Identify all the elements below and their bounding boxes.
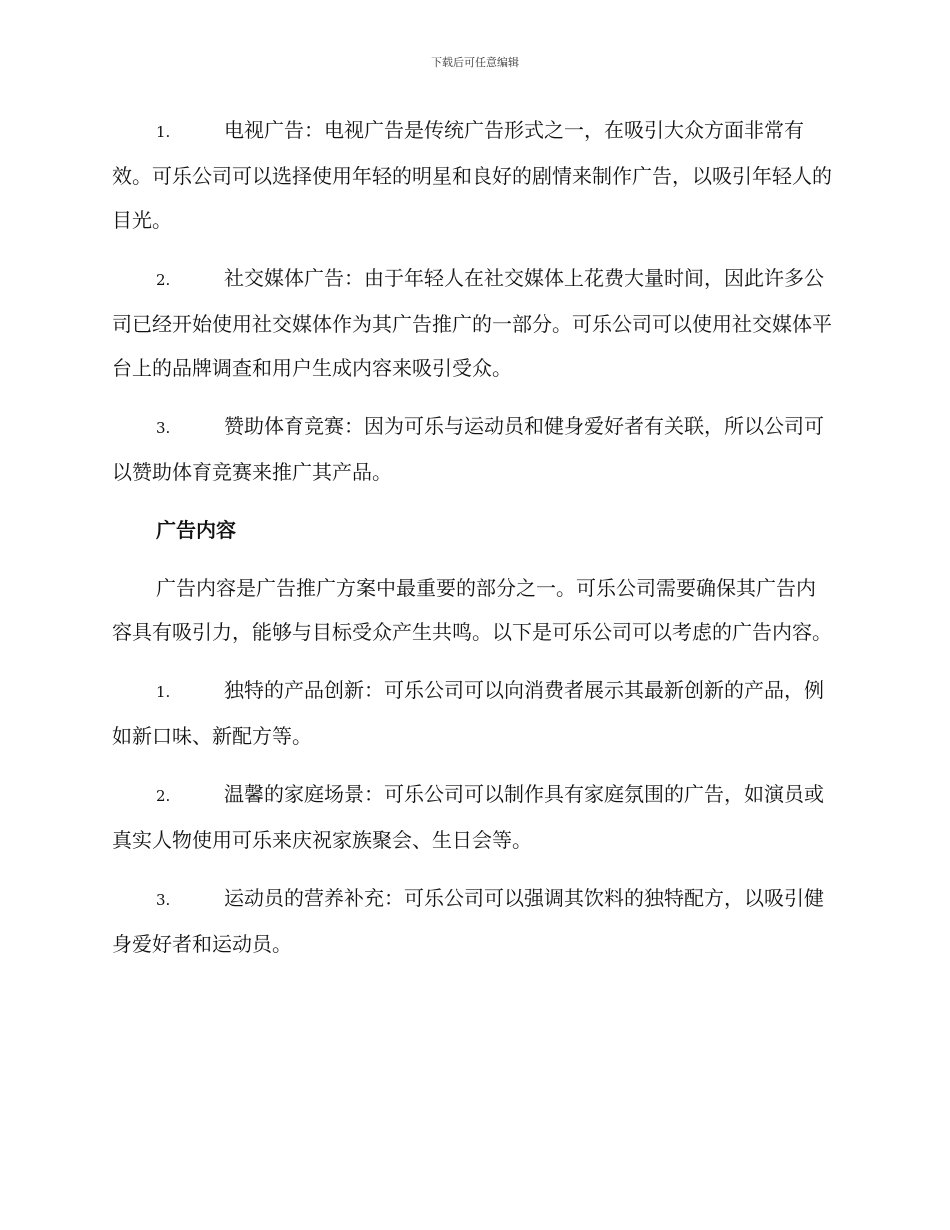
list-item	[112, 108, 834, 242]
list-item	[112, 772, 834, 862]
list-text: 独特的产品创新：可乐公司可以向消费者展示其最新创新的产品，例如新口味、新配方等。	[112, 678, 824, 748]
document-body	[112, 108, 834, 980]
list-number: 3.	[156, 891, 171, 909]
list-text: 电视广告：电视广告是传统广告形式之一，在吸引大众方面非常有效。可乐公司可以选择使用年轻的明星和良好的剧情来制作广告，以吸引年轻人的目光。	[112, 118, 832, 232]
list-item	[112, 668, 834, 758]
list-item	[112, 256, 834, 390]
list-number: 2.	[156, 787, 171, 805]
section-intro-paragraph: 广告内容是广告推广方案中最重要的部分之一。可乐公司需要确保其广告内容具有吸引力，能够与目标受众产生共鸣。以下是可乐公司可以考虑的广告内容。	[112, 576, 832, 644]
list-text: 社交媒体广告：由于年轻人在社交媒体上花费大量时间，因此许多公司已经开始使用社交媒体作为其广告推广的一部分。可乐公司可以使用社交媒体平台上的品牌调查和用户生成内容来吸引受众。	[112, 266, 832, 380]
list-text: 赞助体育竞赛：因为可乐与运动员和健身爱好者有关联，所以公司可以赞助体育竞赛来推广其产品。	[112, 414, 824, 484]
list-text: 温馨的家庭场景：可乐公司可以制作具有家庭氛围的广告，如演员或真实人物使用可乐来庆祝家族聚会、生日会等。	[112, 782, 824, 852]
list-number: 2.	[156, 271, 171, 289]
list-number: 3.	[156, 419, 171, 437]
section-heading: 广告内容	[156, 518, 236, 542]
list-number: 1.	[156, 123, 171, 141]
page-header: 下载后可任意编辑	[431, 56, 519, 69]
list-item	[112, 404, 834, 494]
list-number: 1.	[156, 683, 171, 701]
list-item	[112, 876, 834, 966]
list-text: 运动员的营养补充：可乐公司可以强调其饮料的独特配方，以吸引健身爱好者和运动员。	[112, 886, 824, 956]
